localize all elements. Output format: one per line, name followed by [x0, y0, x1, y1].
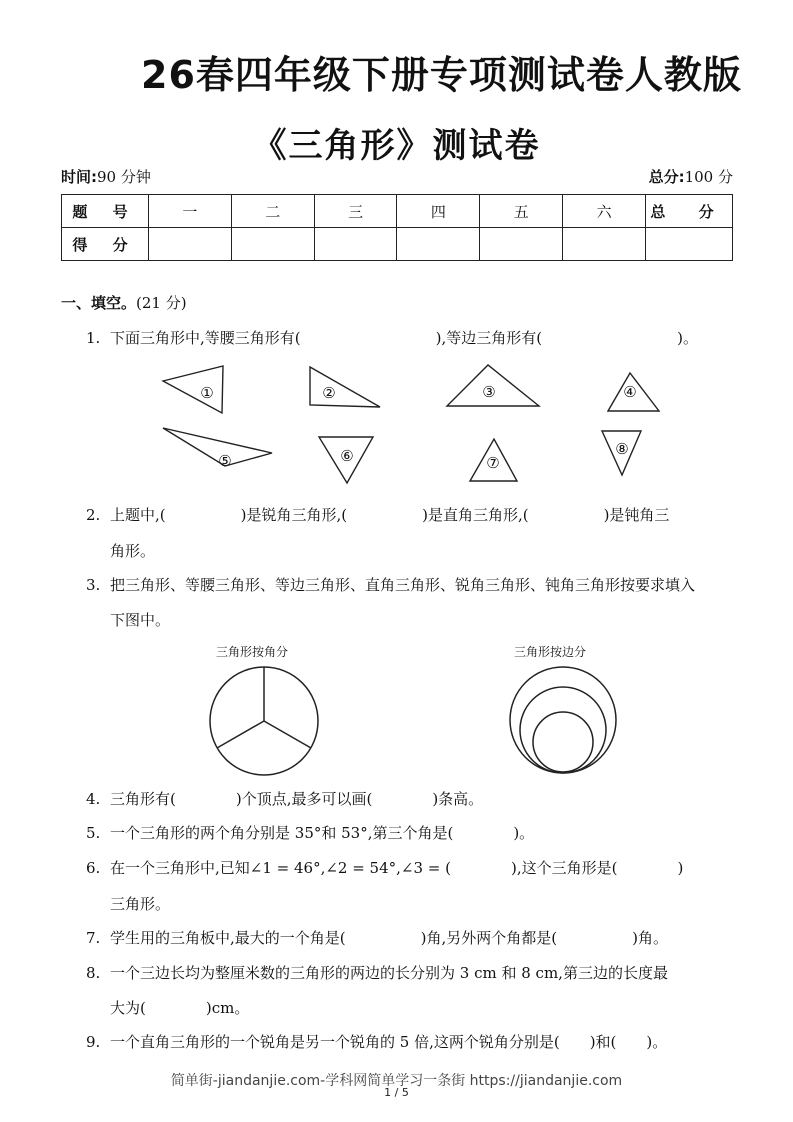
total-info: [649, 166, 733, 187]
table-cell: 总 分: [646, 195, 733, 228]
question-number: 2.: [86, 506, 101, 524]
table-cell: 五: [480, 195, 563, 228]
triangle-label-4: ④: [623, 383, 637, 401]
question-number: 7.: [86, 929, 101, 947]
total-value: 100 分: [684, 168, 733, 186]
question-text: 学生用的三角板中,最大的一个角是( )角,另外两个角都是( )角。: [110, 929, 668, 947]
triangle-1: [163, 366, 223, 413]
question-number: 5.: [86, 824, 101, 842]
page-title: 26春四年级下册专项测试卷人教版: [141, 53, 742, 97]
score-input-cell[interactable]: [397, 228, 480, 261]
table-cell: 一: [149, 195, 232, 228]
divider-line: [264, 721, 311, 748]
triangle-label-6: ⑥: [340, 447, 354, 465]
question-6: [86, 858, 683, 878]
time-info: [61, 166, 151, 187]
score-table-score-row: [62, 228, 733, 261]
table-cell: 得 分: [62, 228, 149, 261]
triangles-figure: [150, 355, 670, 485]
question-number: 3.: [86, 576, 101, 594]
score-input-cell[interactable]: [149, 228, 232, 261]
table-cell: 三: [314, 195, 397, 228]
score-table-header-row: [62, 195, 733, 228]
triangle-label-1: ①: [200, 384, 214, 402]
question-8-continuation: 大为( )cm。: [110, 999, 250, 1017]
question-number: 9.: [86, 1033, 101, 1051]
footer-watermark: 简单街-jiandanjie.com-学科网简单学习一条街 https://jiandanjie.com: [170, 1073, 623, 1089]
triangle-label-7: ⑦: [486, 454, 500, 472]
table-cell: 四: [397, 195, 480, 228]
question-1: [86, 328, 698, 348]
score-input-cell[interactable]: [314, 228, 397, 261]
triangle-2: [310, 367, 380, 407]
section-points: (21 分): [136, 294, 187, 312]
table-cell: 题 号: [62, 195, 149, 228]
outer-circle: [510, 667, 616, 773]
score-table: [61, 194, 733, 261]
question-text: 一个三边长均为整厘米数的三角形的两边的长分别为 3 cm 和 8 cm,第三边的长度最: [110, 964, 668, 982]
question-3: [86, 575, 695, 595]
score-input-cell[interactable]: [646, 228, 733, 261]
triangle-label-2: ②: [322, 384, 336, 402]
question-8: [86, 963, 668, 983]
total-label: 总分:: [648, 168, 685, 186]
question-6-continuation: 三角形。: [110, 895, 171, 913]
side-classification-diagram: [505, 660, 625, 780]
triangle-label-8: ⑧: [615, 440, 629, 458]
middle-circle: [520, 687, 606, 773]
question-number: 1.: [86, 329, 101, 347]
question-text: 一个三角形的两个角分别是 35°和 53°,第三个角是( )。: [110, 824, 535, 842]
question-text: 上题中,( )是锐角三角形,( )是直角三角形,( )是钝角三: [110, 506, 670, 524]
divider-line: [217, 721, 264, 748]
question-7: [86, 928, 668, 948]
section-heading: [61, 292, 187, 313]
diagram-label-by-angle: 三角形按角分: [216, 645, 289, 659]
question-number: 4.: [86, 790, 101, 808]
inner-circle: [533, 712, 593, 772]
question-2-continuation: 角形。: [110, 542, 156, 560]
question-4: [86, 789, 483, 809]
question-2: [86, 505, 669, 525]
question-text: 三角形有( )个顶点,最多可以画( )条高。: [110, 790, 484, 808]
angle-classification-diagram: [205, 662, 325, 780]
page-number: 1 / 5: [384, 1086, 409, 1099]
table-cell: 六: [563, 195, 646, 228]
question-number: 6.: [86, 859, 101, 877]
triangle-label-5: ⑤: [218, 452, 232, 470]
question-text: 在一个三角形中,已知∠1 = 46°,∠2 = 54°,∠3 = ( ),这个三角形是( ): [110, 859, 684, 877]
question-5: [86, 823, 534, 843]
time-value: 90 分钟: [97, 168, 151, 186]
question-text: 一个直角三角形的一个锐角是另一个锐角的 5 倍,这两个锐角分别是( )和( )。: [110, 1033, 668, 1051]
score-input-cell[interactable]: [231, 228, 314, 261]
question-text: 把三角形、等腰三角形、等边三角形、直角三角形、锐角三角形、钝角三角形按要求填入: [110, 576, 696, 594]
section-title: 一、填空。: [61, 294, 137, 312]
triangle-label-3: ③: [482, 383, 496, 401]
table-cell: 二: [231, 195, 314, 228]
question-text: 下面三角形中,等腰三角形有( ),等边三角形有( )。: [110, 329, 698, 347]
page-subtitle: 《三角形》测试卷: [252, 126, 541, 166]
diagram-label-by-side: 三角形按边分: [514, 645, 587, 659]
question-3-continuation: 下图中。: [110, 611, 171, 629]
time-label: 时间:: [61, 168, 97, 186]
score-input-cell[interactable]: [563, 228, 646, 261]
question-9: [86, 1032, 667, 1052]
score-input-cell[interactable]: [480, 228, 563, 261]
question-number: 8.: [86, 964, 101, 982]
